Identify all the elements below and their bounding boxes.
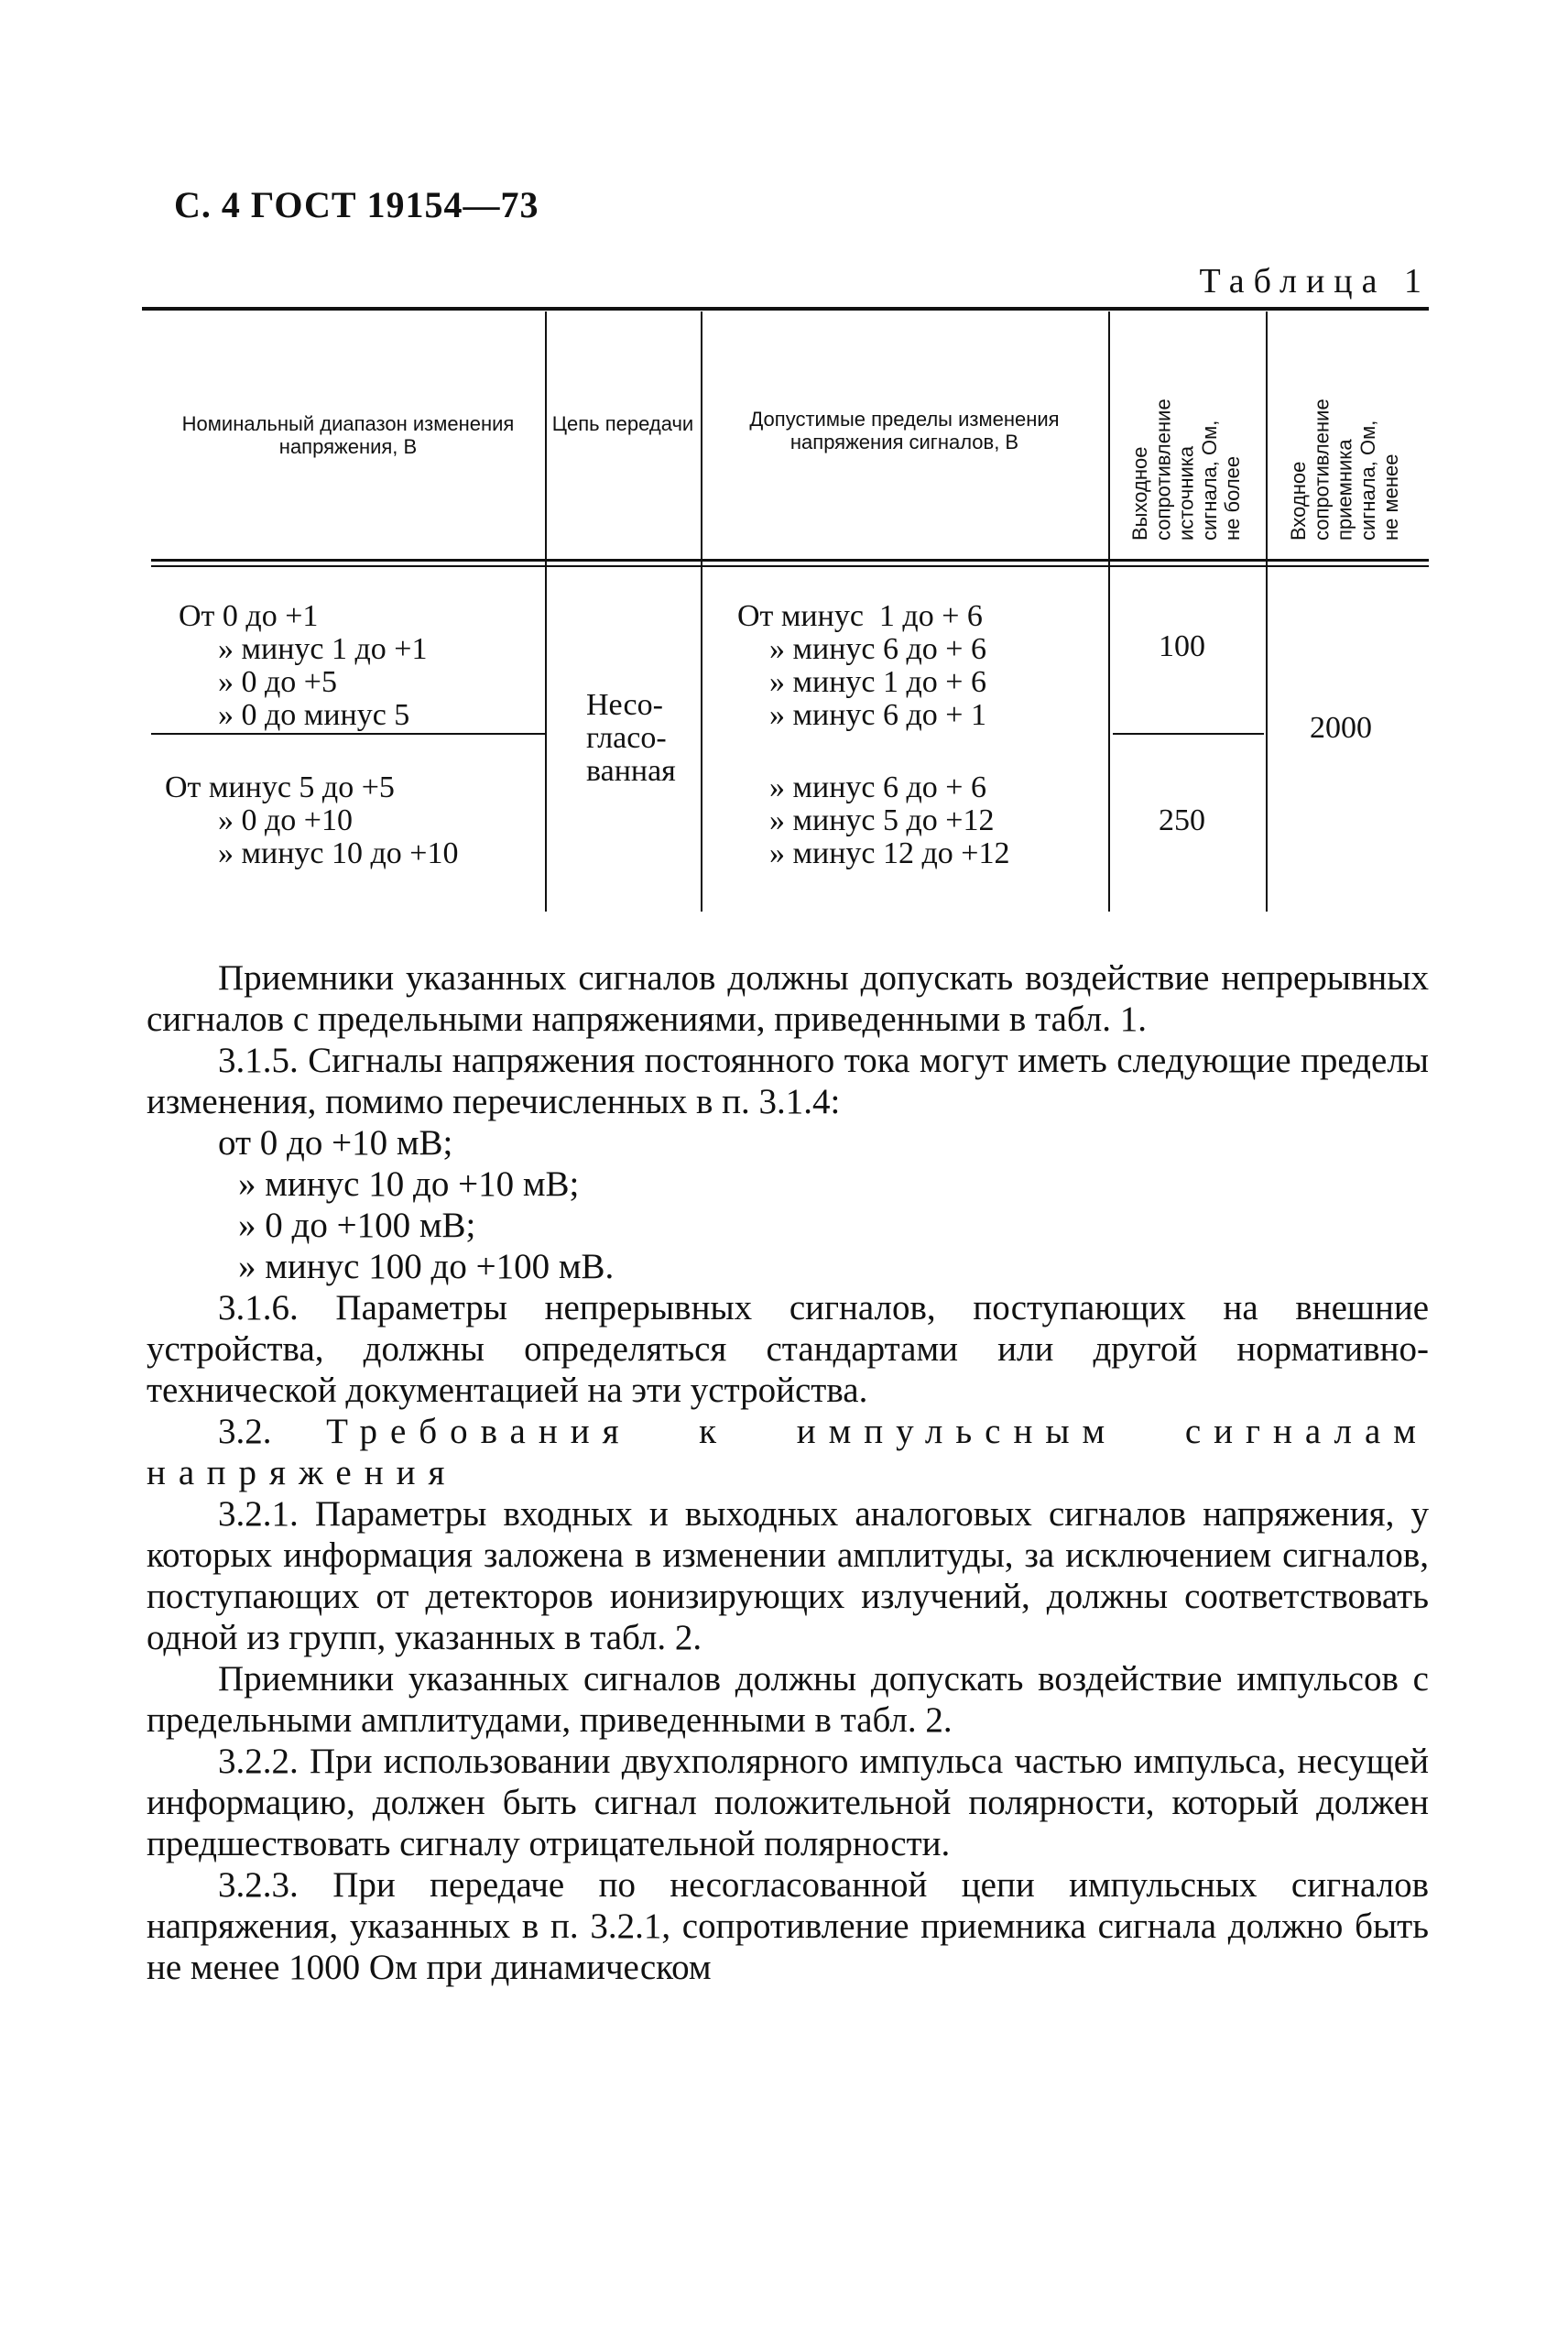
- list-item: » минус 100 до +100 мВ.: [238, 1247, 615, 1286]
- paragraph: 3.2.1. Параметры входных и выходных аналоговых сигналов напряжения, у которых информация заложена в изменении амплитуды, за исключением сигналов, поступающих от детекторов ионизирующих излучений, должны соответствовать одной из групп, указанных в табл. 2.: [147, 1494, 1429, 1657]
- list-item: » 0 до +100 мВ;: [238, 1206, 476, 1245]
- body-text: [147, 957, 1429, 1988]
- col-divider-1: [545, 311, 547, 912]
- header-limits: Допустимые пределы изменения напряжения сигналов, В: [749, 408, 1060, 454]
- group-divider-res: [1113, 733, 1264, 735]
- paragraph: 3.1.6. Параметры непрерывных сигналов, поступающих на внешние устройства, должны определяться стандартами или другой нормативно-технической документацией на эти устройства.: [147, 1288, 1429, 1410]
- list-item: » минус 10 до +10 мВ;: [238, 1164, 580, 1204]
- group2-limits: » минус 6 до + 6 » минус 5 до +12 » минус 12 до +12: [769, 770, 1010, 870]
- header-chain: Цепь передачи: [551, 412, 694, 435]
- header-out-res: Выходное сопротивление источника сигнала, Ом, не более: [1128, 399, 1245, 541]
- group2-out-res: 250: [1159, 803, 1205, 837]
- group2-ranges: От минус 5 до +5 » 0 до +10 » минус 10 до +10: [165, 770, 459, 870]
- paragraph: 3.1.5. Сигналы напряжения постоянного тока могут иметь следующие пределы изменения, помимо перечисленных в п. 3.1.4:: [147, 1041, 1429, 1121]
- in-res-value: 2000: [1310, 711, 1372, 745]
- group-divider-left: [151, 733, 545, 735]
- col-divider-3: [1108, 311, 1110, 912]
- col-divider-2: [701, 311, 702, 912]
- header-in-res: Входное сопротивление приемника сигнала, Ом, не менее: [1287, 399, 1403, 541]
- group1-limits: От минус 1 до + 6 » минус 6 до + 6 » минус 1 до + 6 » минус 6 до + 1: [737, 599, 986, 732]
- table-header-rule: [151, 559, 1429, 562]
- list-item: от 0 до +10 мВ;: [218, 1123, 453, 1163]
- paragraph: Приемники указанных сигналов должны допускать воздействие непрерывных сигналов с предельными напряжениями, приведенными в табл. 1.: [147, 958, 1429, 1039]
- table-top-rule: [142, 307, 1429, 311]
- paragraph: 3.2.2. При использовании двухполярного импульса частью импульса, несущей информацию, должен быть сигнал положительной полярности, который должен предшествовать сигналу отрицательной полярности.: [147, 1742, 1429, 1863]
- col-divider-4: [1266, 311, 1268, 912]
- chain-type: Несо- гласо- ванная: [586, 688, 676, 788]
- group1-ranges: От 0 до +1 » минус 1 до +1 » 0 до +5 » 0 до минус 5: [179, 599, 428, 732]
- section-heading: [147, 1411, 1429, 1493]
- section-number: 3.2.: [218, 1412, 272, 1451]
- section-title: Требования к импульсным сигналам напряжения: [147, 1412, 1429, 1492]
- table-header-rule-2: [151, 565, 1429, 567]
- header-range: Номинальный диапазон изменения напряжения, В: [181, 412, 515, 459]
- page-header: С. 4 ГОСТ 19154—73: [174, 184, 539, 225]
- table-caption: Таблица 1: [1199, 262, 1431, 300]
- paragraph: Приемники указанных сигналов должны допускать воздействие импульсов с предельными амплитудами, приведенными в табл. 2.: [147, 1659, 1429, 1740]
- group1-out-res: 100: [1159, 629, 1205, 663]
- paragraph: 3.2.3. При передаче по несогласованной цепи импульсных сигналов напряжения, указанных в п. 3.2.1, сопротивление приемника сигнала должно быть не менее 1000 Ом при динамическом: [147, 1865, 1429, 1987]
